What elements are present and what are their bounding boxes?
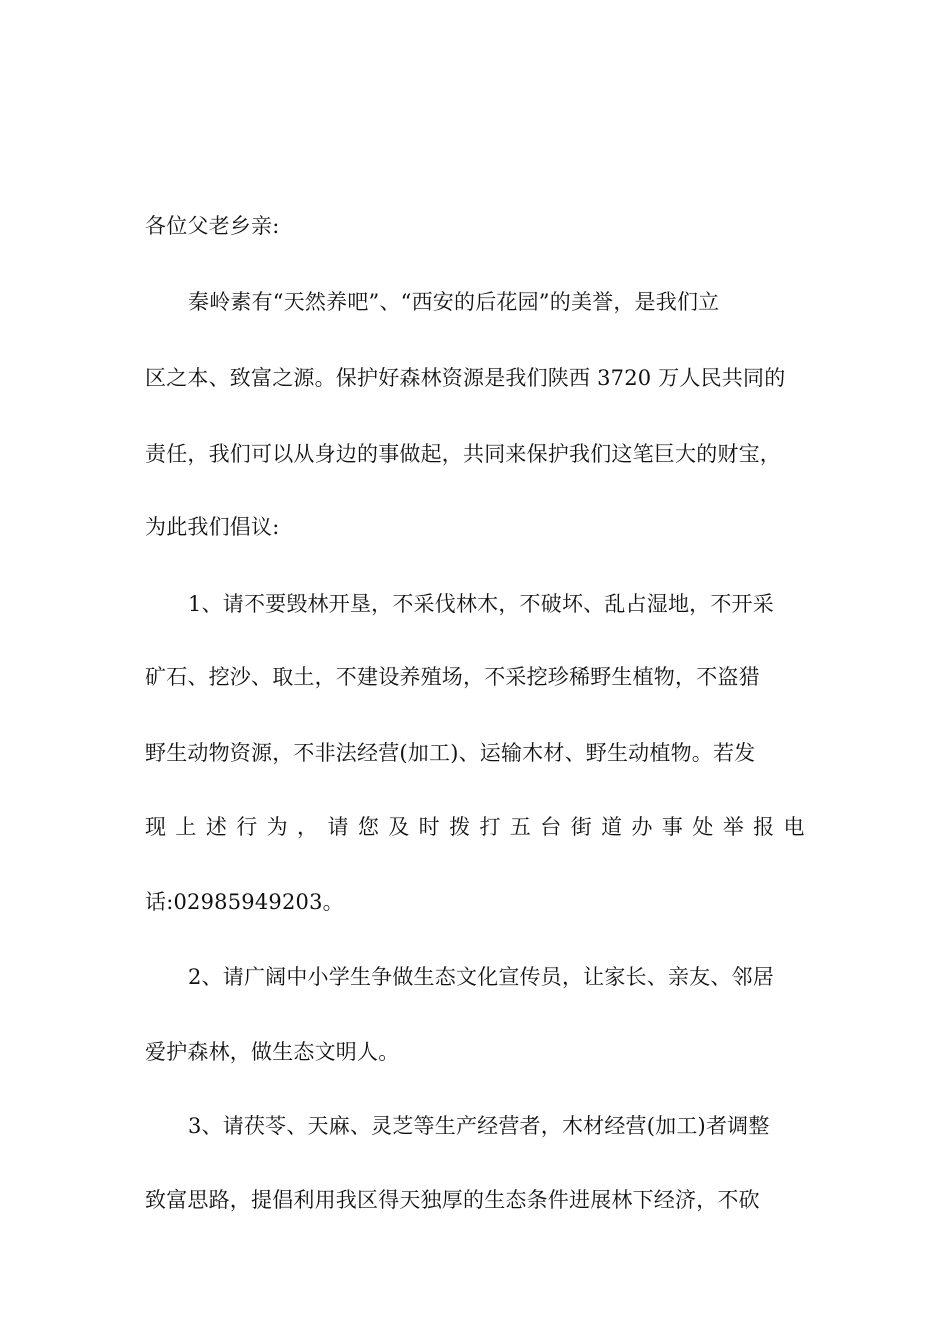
paragraph-line: 秦岭素有“天然养吧”、“西安的后花园”的美誉，是我们立 [188, 290, 720, 314]
proposal-item-3-line: 致富思路，提倡利用我区得天独厚的生态条件进展林下经济，不砍 [145, 1188, 760, 1212]
justified-char: 五 [509, 815, 532, 839]
report-phone-line: 话:02985949203。 [145, 890, 344, 914]
justified-char: 办 [631, 815, 653, 839]
justified-char: 时 [418, 815, 440, 839]
justified-char: 请 [327, 815, 349, 839]
justified-char: 电 [783, 815, 805, 839]
paragraph-line: 区之本、致富之源。保护好森林资源是我们陕西 3720 万人民共同的 [145, 366, 786, 390]
justified-char: 报 [753, 815, 775, 839]
justified-char: 及 [388, 815, 410, 839]
justified-char: 处 [692, 815, 714, 839]
justified-char: 台 [540, 815, 562, 839]
justified-char: 现 [145, 815, 167, 839]
justified-char: ， [297, 815, 319, 839]
proposal-item-1-line: 1、请不要毁林开垦，不采伐林木，不破坏、乱占湿地，不开采 [188, 592, 774, 616]
justified-char: 述 [205, 815, 228, 839]
proposal-item-2-line: 2、请广阔中小学生争做生态文化宣传员，让家长、亲友、邻居 [188, 965, 774, 989]
paragraph-line: 责任，我们可以从身边的事做起，共同来保护我们这笔巨大的财宝， [145, 442, 781, 466]
proposal-item-1-line: 野生动物资源，不非法经营(加工)、运输木材、野生动植物。若发 [145, 741, 756, 765]
salutation: 各位父老乡亲: [145, 214, 280, 238]
proposal-item-2-line: 爱护森林，做生态文明人。 [145, 1040, 400, 1064]
proposal-item-3-line: 3、请茯苓、天麻、灵芝等生产经营者，木材经营(加工)者调整 [188, 1114, 770, 1138]
justified-char: 打 [479, 815, 501, 839]
justified-char: 事 [661, 815, 684, 839]
justified-char: 上 [175, 815, 197, 839]
justified-char: 您 [357, 815, 380, 839]
justified-char: 拨 [449, 815, 471, 839]
justified-char: 举 [722, 815, 744, 839]
proposal-item-1-line [145, 812, 805, 842]
justified-char: 街 [570, 815, 592, 839]
justified-char: 行 [236, 815, 258, 839]
justified-char: 道 [601, 815, 623, 839]
justified-char: 为 [266, 815, 288, 839]
proposal-item-1-line: 矿石、挖沙、取土，不建设养殖场，不采挖珍稀野生植物，不盗猎 [145, 665, 760, 689]
paragraph-line: 为此我们倡议: [145, 515, 280, 539]
